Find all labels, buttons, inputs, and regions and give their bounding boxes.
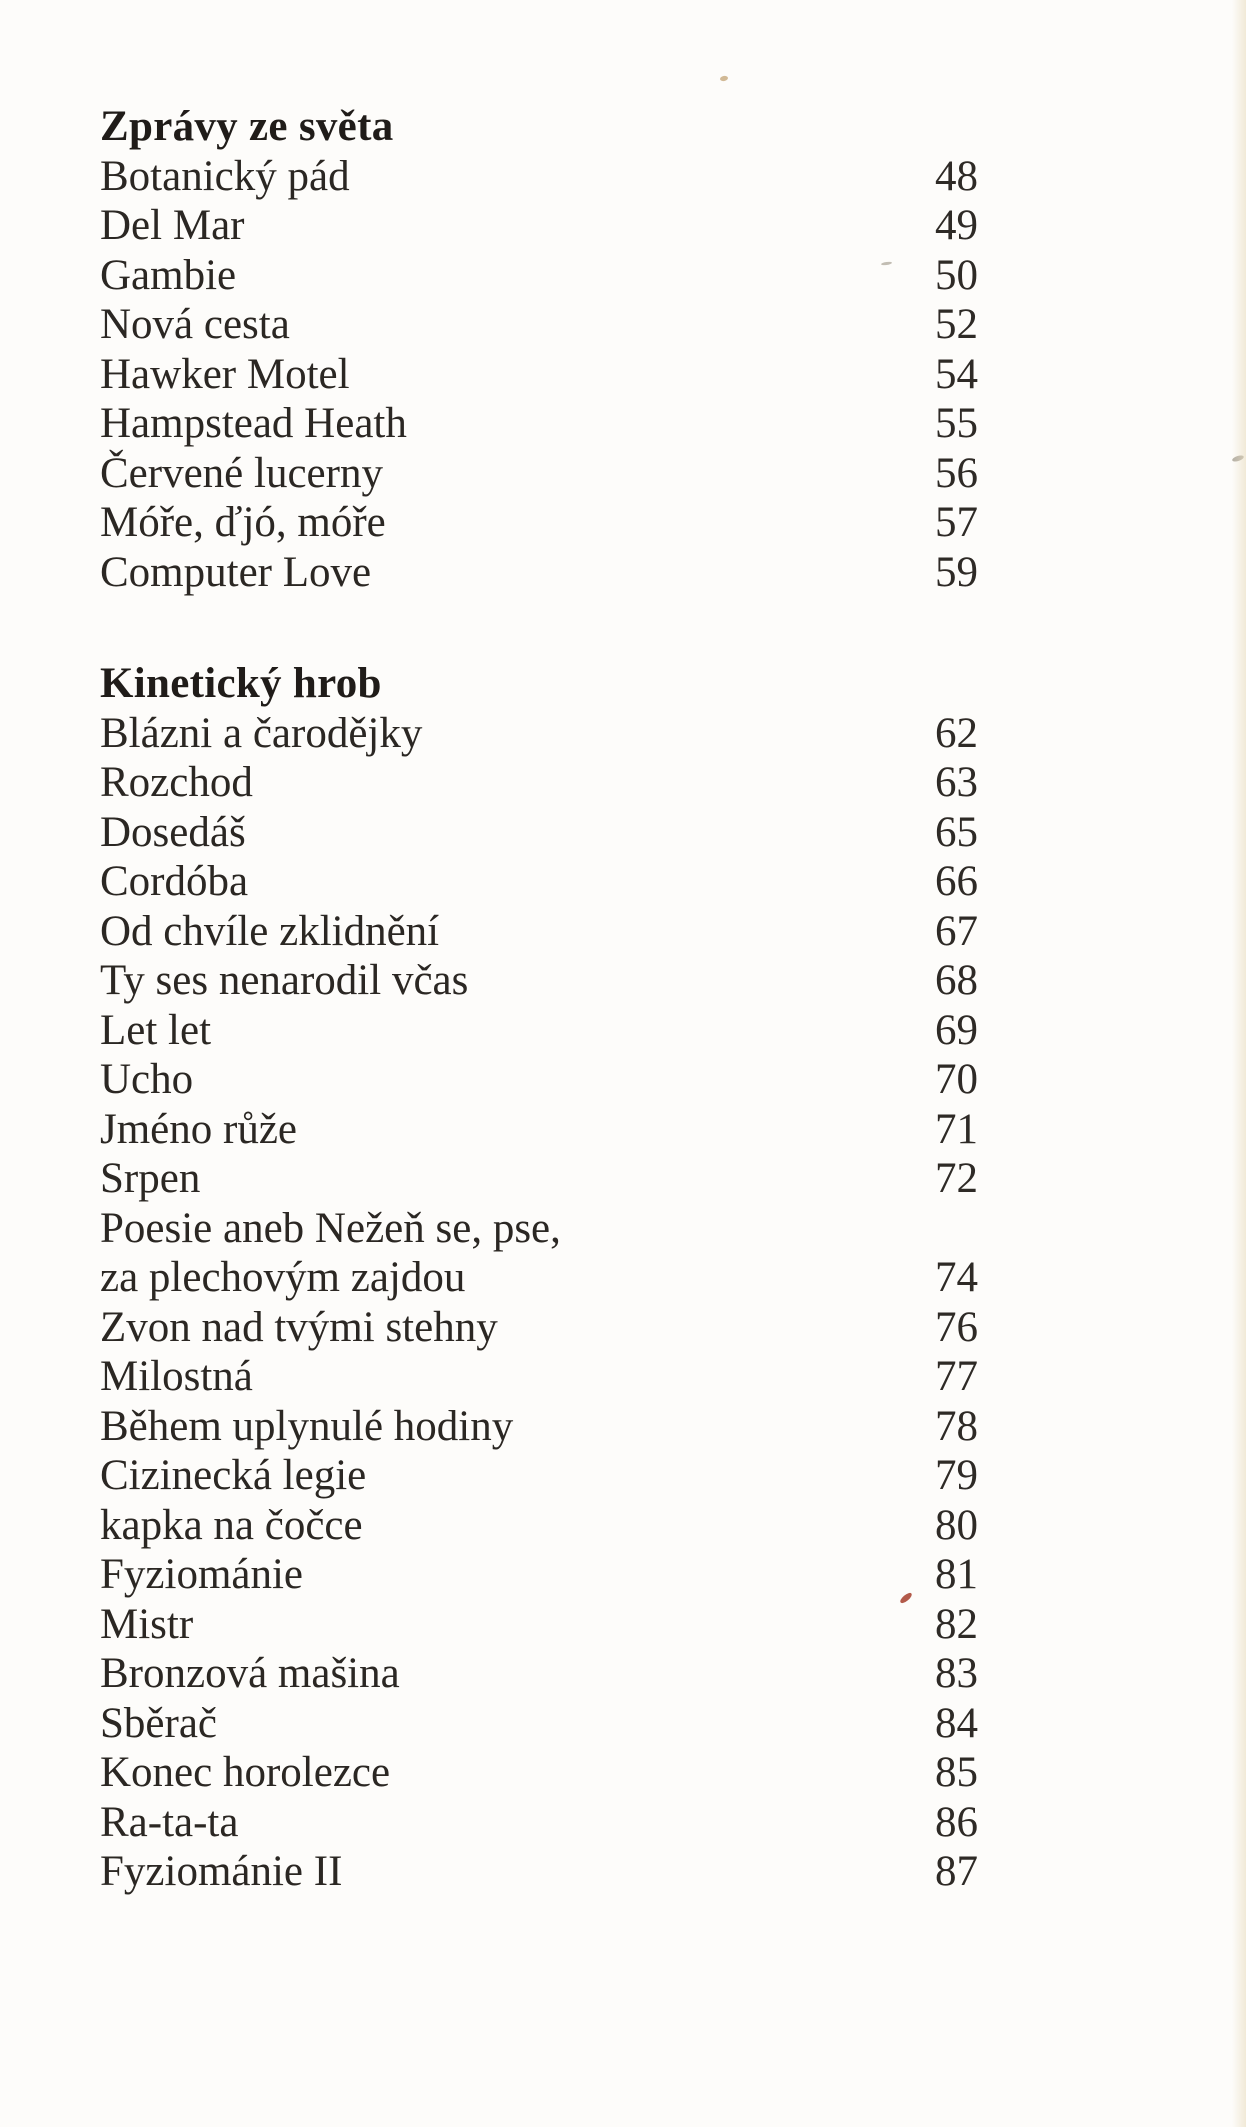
toc-entry [100,1402,978,1452]
entry-title: Bronzová mašina [100,1650,400,1697]
entry-title: Srpen [100,1155,201,1202]
toc-section [100,659,978,1897]
entry-page-number: 67 [935,907,978,955]
entry-title: Dosedáš [100,808,246,856]
toc-entry [100,1501,978,1551]
toc-entry [100,1303,978,1353]
entry-page-number: 79 [935,1452,978,1499]
entry-title: Zvon nad tvými stehny [100,1303,498,1351]
entry-title: Červené lucerny [100,449,383,497]
toc-entry [100,1847,978,1897]
entry-page-number: 84 [935,1699,978,1747]
entry-title: Milostná [100,1353,253,1400]
toc-entry [100,1748,978,1798]
toc-entry [100,498,978,548]
entry-page-number: 68 [935,957,978,1004]
entry-page-number: 71 [935,1105,978,1153]
entry-title: Poesie aneb Nežeň se, pse, [100,1204,561,1252]
entry-page-number: 70 [935,1056,978,1103]
entry-title: Hawker Motel [100,350,350,398]
toc-section [100,102,978,597]
toc-entry [100,907,978,957]
entry-title: Ra-ta-ta [100,1798,239,1846]
toc-entry [100,399,978,449]
entry-page-number: 66 [935,858,978,905]
toc-entry [100,1600,978,1650]
entry-page-number: 81 [935,1551,978,1598]
entry-page-number: 63 [935,759,978,806]
entry-page-number: 52 [935,301,978,348]
entry-page-number: 62 [935,709,978,757]
entry-title: Fyziománie [100,1551,304,1598]
entry-page-number: 87 [935,1848,978,1895]
toc-entry [100,857,978,907]
toc-entry [100,808,978,858]
entry-title: Rozchod [100,759,253,806]
entry-page-number: 72 [935,1155,978,1202]
toc-entry [100,1154,978,1204]
entry-page-number: 50 [935,251,978,299]
section-entries [100,709,978,1897]
entry-page-number: 65 [935,808,978,856]
entry-title: Botanický pád [100,152,350,200]
scan-artifact-tick-right-edge [1232,454,1245,462]
entry-page-number: 82 [935,1600,978,1648]
entry-page-number: 74 [935,1254,978,1301]
entry-page-number: 83 [935,1650,978,1697]
toc-entry [100,1006,978,1056]
entry-page-number: 77 [935,1353,978,1400]
toc-entry [100,201,978,251]
entry-title: Fyziománie II [100,1848,343,1895]
entry-page-number: 59 [935,548,978,596]
entry-title: Během uplynulé hodiny [100,1402,514,1450]
entry-page-number: 78 [935,1402,978,1450]
entry-page-number: 85 [935,1749,978,1796]
entry-title: Let let [100,1006,212,1054]
entry-title: Cordóba [100,858,249,905]
toc-entry [100,709,978,759]
toc-entry [100,152,978,202]
entry-title: Od chvíle zklidnění [100,907,440,955]
toc-entry [100,1105,978,1155]
entry-title: Hampstead Heath [100,400,407,447]
entry-page-number: 55 [935,400,978,447]
section-heading: Kinetický hrob [100,660,382,707]
toc-entry [100,449,978,499]
entry-title: Cizinecká legie [100,1452,367,1499]
entry-title: kapka na čočce [100,1501,363,1549]
scan-artifact-speck-top-center [720,75,729,81]
entry-title: Sběrač [100,1699,217,1747]
toc-entry [100,956,978,1006]
table-of-contents [100,102,978,1897]
toc-entry [100,350,978,400]
entry-title: Jméno růže [100,1105,298,1153]
toc-entry [100,1451,978,1501]
page-edge-shadow [1232,0,1246,2127]
toc-entry [100,758,978,808]
toc-entry [100,251,978,301]
toc-entry [100,548,978,598]
entry-title: za plechovým zajdou [100,1254,466,1301]
entry-page-number: 48 [935,152,978,200]
toc-entry [100,1055,978,1105]
entry-title: Ty ses nenarodil včas [100,957,469,1004]
toc-entry [100,1550,978,1600]
toc-entry [100,1649,978,1699]
entry-page-number: 86 [935,1798,978,1846]
entry-page-number: 56 [935,449,978,497]
section-heading: Zprávy ze světa [100,103,394,150]
entry-page-number: 49 [935,202,978,249]
entry-page-number: 80 [935,1501,978,1549]
toc-entry [100,1253,978,1303]
entry-title: Ucho [100,1056,194,1103]
entry-title: Del Mar [100,202,245,249]
entry-page-number: 57 [935,499,978,546]
toc-entry [100,1699,978,1749]
toc-entry [100,300,978,350]
entry-title: Gambie [100,251,237,299]
section-entries [100,152,978,598]
entry-title: Computer Love [100,548,372,596]
entry-title: Nová cesta [100,301,290,348]
entry-page-number: 69 [935,1006,978,1054]
toc-entry [100,1798,978,1848]
entry-page-number: 54 [935,350,978,398]
entry-page-number: 76 [935,1303,978,1351]
toc-entry [100,1352,978,1402]
entry-title: Konec horolezce [100,1749,391,1796]
toc-entry [100,1204,978,1254]
entry-title: Blázni a čarodějky [100,709,423,757]
entry-title: Móře, ďjó, móře [100,499,386,546]
entry-title: Mistr [100,1600,194,1648]
